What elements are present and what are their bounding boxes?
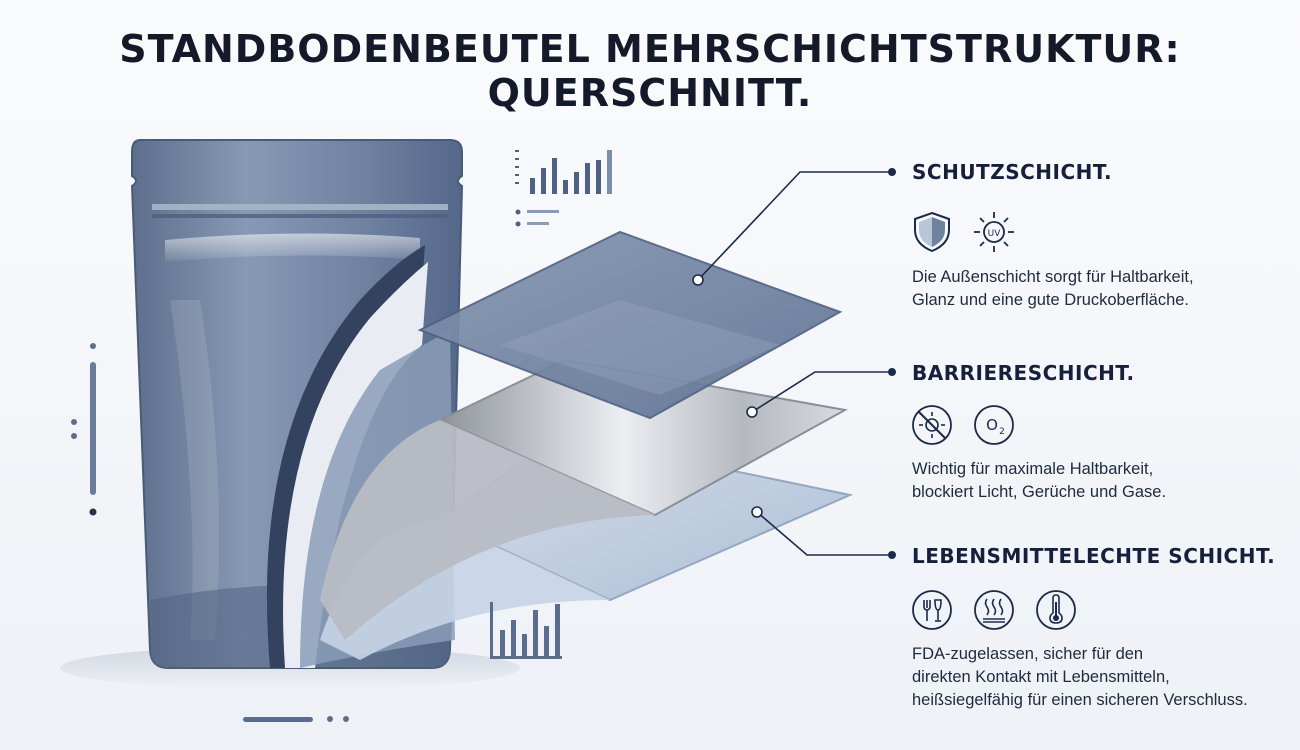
food-safe-icon [910,588,954,632]
description-line: direkten Kontakt mit Lebensmitteln, [912,668,1170,686]
no-light-icon [910,403,954,447]
decorative-bar-chart-top [515,150,612,227]
description-schutzschicht [912,266,1194,312]
uv-icon [972,210,1016,254]
callout-dots [888,168,896,559]
decorative-left-marks [71,343,97,516]
decorative-bar-chart-bottom [490,602,562,659]
outer-layer [420,232,840,418]
title-line-2: QUERSCHNITT. [487,71,813,115]
oxygen-subscript: 2 [999,427,1005,437]
description-barriereschicht [912,458,1166,504]
description-lebensmittelechte-schicht [912,643,1248,712]
uv-label: UV [987,229,1001,239]
oxygen-label: O [986,416,998,434]
thermometer-icon [1034,588,1078,632]
oxygen-icon [972,403,1016,447]
shield-icon [910,210,954,254]
decorative-bottom-marks [243,716,349,722]
description-line: Die Außenschicht sorgt für Haltbarkeit, [912,268,1194,286]
description-line: Glanz und eine gute Druckoberfläche. [912,291,1190,309]
heading-barriereschicht: BARRIERESCHICHT. [912,361,1135,385]
heading-schutzschicht: SCHUTZSCHICHT. [912,160,1113,184]
description-line: Wichtig für maximale Haltbarkeit, [912,460,1154,478]
heading-lebensmittelechte-schicht: LEBENSMITTELECHTE SCHICHT. [912,544,1276,568]
description-line: FDA-zugelassen, sicher für den [912,645,1144,663]
description-line: blockiert Licht, Gerüche und Gase. [912,483,1167,501]
heat-seal-icon [972,588,1016,632]
title-line-1: STANDBODENBEUTEL MEHRSCHICHTSTRUKTUR: [119,27,1181,71]
description-line: heißsiegelfähig für einen sicheren Verschluss. [912,691,1248,709]
